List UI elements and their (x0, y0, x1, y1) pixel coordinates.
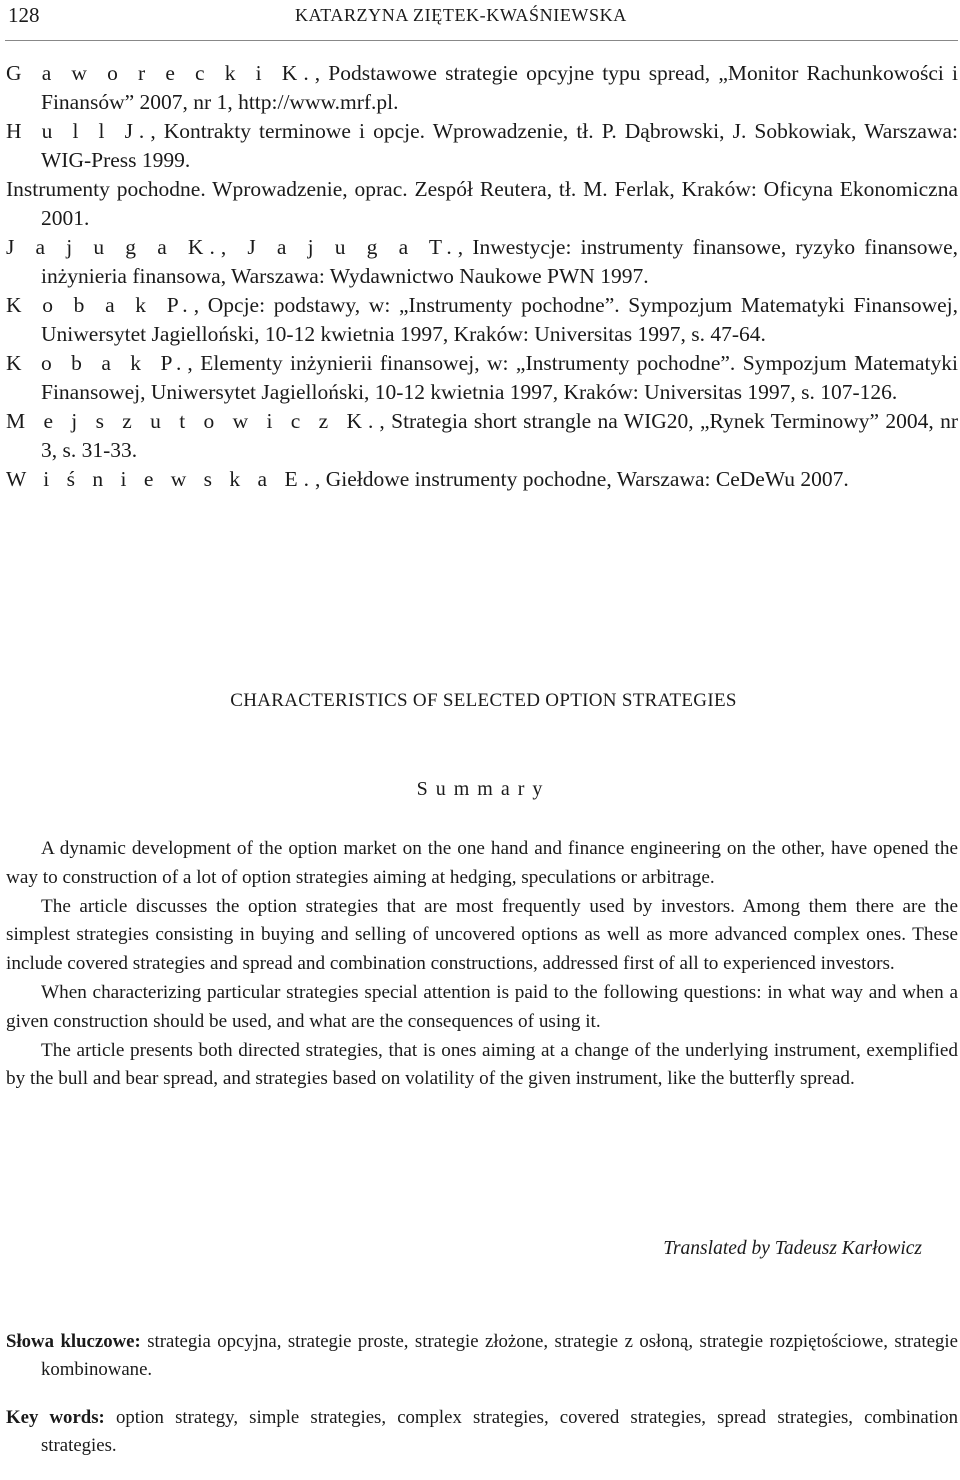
keywords-pl (6, 1328, 958, 1384)
reference-item (6, 291, 958, 349)
keywords-section (6, 1328, 958, 1480)
reference-text: , Opcje: podstawy, w: „Instrumenty pochodne”. Sympozjum Matematyki Finansowej, Uniwersytet Jagielloński, 10-12 kwietnia 1997, Kraków: Universitas 1997, s. 47-64. (41, 293, 958, 346)
summary-paragraph: The article discusses the option strategies that are most frequently used by investors. Among them there are the simplest strategies consisting in buying and selling of uncovered options as well as more advanced complex ones. These include covered strategies and spread and combination constructions, addressed first of all to experienced investors. (6, 895, 958, 975)
references-list (6, 59, 958, 494)
reference-text: , Inwestycje: instrumenty finansowe, ryzyko finansowe, inżynieria finansowa, Warszawa: Wydawnictwo Naukowe PWN 1997. (41, 235, 958, 288)
reference-item (6, 233, 958, 291)
running-head: KATARZYNA ZIĘTEK-KWAŚNIEWSKA (295, 5, 627, 25)
translator-credit: Translated by Tadeusz Karłowicz (663, 1238, 922, 1259)
reference-item (6, 175, 958, 233)
reference-item (6, 349, 958, 407)
reference-text: , Kontrakty terminowe i opcje. Wprowadzenie, tł. P. Dąbrowski, J. Sobkowiak, Warszawa: WIG-Press 1999. (41, 119, 959, 172)
reference-author: J a j u g a K., J a j u g a T. (6, 235, 458, 259)
reference-text: , Giełdowe instrumenty pochodne, Warszawa: CeDeWu 2007. (314, 467, 849, 491)
reference-text: Instrumenty pochodne. Wprowadzenie, oprac. Zespół Reutera, tł. M. Ferlak, Kraków: Oficyna Ekonomiczna 2001. (6, 177, 958, 230)
summary-paragraph: When characterizing particular strategies special attention is paid to the following questions: in what way and when a given construction should be used, and what are the consequences of using it. (6, 981, 958, 1032)
reference-text: , Elementy inżynierii finansowej, w: „Instrumenty pochodne”. Sympozjum Matematyki Finansowej, Uniwersytet Jagielloński, 10-12 kwietnia 1997, Kraków: Universitas 1997, s. 107-126. (41, 351, 958, 404)
keywords-pl-text: strategia opcyjna, strategie proste, strategie złożone, strategie z osłoną, strategie rozpiętościowe, strategie kombinowane. (41, 1331, 958, 1380)
summary-heading: Summary (416, 778, 551, 800)
summary-title: CHARACTERISTICS OF SELECTED OPTION STRATEGIES (230, 690, 737, 711)
page-number: 128 (8, 3, 40, 27)
reference-text: , Strategia short strangle na WIG20, „Rynek Terminowy” 2004, nr 3, s. 31-33. (41, 409, 958, 462)
reference-author: K o b a k P. (6, 351, 188, 375)
reference-author: K o b a k P. (6, 293, 194, 317)
page-header (5, 0, 958, 41)
reference-author: H u l l J. (6, 119, 151, 143)
reference-item (6, 407, 958, 465)
summary-body (6, 835, 958, 1094)
keywords-en (6, 1404, 958, 1460)
keywords-en-label: Key words: (6, 1407, 105, 1428)
summary-paragraph: The article presents both directed strategies, that is ones aiming at a change of the underlying instrument, exemplified by the bull and bear spread, and strategies based on volatility of the given instrument, like the butterfly spread. (6, 1039, 958, 1090)
reference-author: M e j s z u t o w i c z K. (6, 409, 380, 433)
keywords-pl-label: Słowa kluczowe: (6, 1331, 141, 1352)
reference-item (6, 117, 958, 175)
reference-item (6, 59, 958, 117)
reference-item (6, 465, 958, 494)
summary-paragraph: A dynamic development of the option market on the one hand and finance engineering on the other, have opened the way to construction of a lot of option strategies aiming at hedging, speculations or arbitrage. (6, 838, 958, 888)
keywords-en-text: option strategy, simple strategies, complex strategies, covered strategies, spread strategies, combination strategies. (41, 1407, 958, 1456)
reference-author: G a w o r e c k i K. (6, 61, 315, 85)
reference-author: W i ś n i e w s k a E. (6, 467, 315, 491)
reference-text: , Podstawowe strategie opcyjne typu spread, „Monitor Rachunkowości i Finansów” 2007, nr 1, http://www.mrf.pl. (41, 61, 958, 114)
